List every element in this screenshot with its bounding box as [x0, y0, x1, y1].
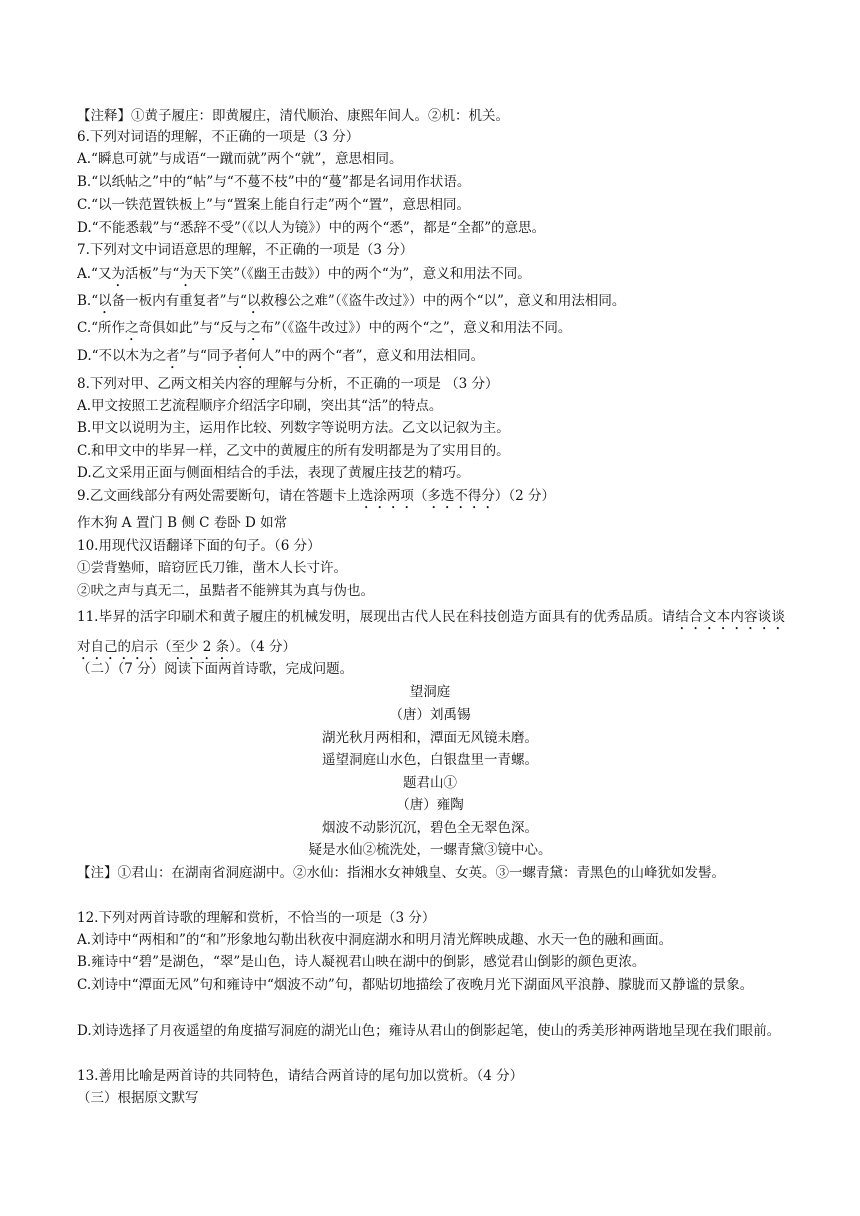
question-10-stem: 10.用现代汉语翻译下面的句子。（6 分）: [77, 538, 321, 554]
emphasized-text: 结合文本内容谈谈对自己的启示: [77, 609, 786, 655]
section-2-heading: （二）（7 分）阅读下面两首诗歌，完成问题。: [77, 661, 354, 677]
text: A.“又: [77, 266, 112, 282]
question-7-option-c: [77, 318, 797, 344]
poem-2-line-1: 烟波不动影沉沉，碧色全无翠色深。: [322, 820, 538, 836]
text: B.“: [77, 293, 99, 309]
text: 救穆公之难”（《盗牛改过》）中的两个“以”，意义和用法相同。: [260, 293, 626, 309]
text: （: [158, 639, 172, 655]
question-9-options: 作木狗 A 置门 B 侧 C 卷卧 D 如常: [77, 515, 288, 531]
emphasized-char: 之: [246, 320, 261, 336]
question-12-stem: 12.下列对两首诗歌的理解和赏析，不恰当的一项是（3 分）: [77, 910, 436, 926]
question-9-stem: [77, 486, 797, 512]
text: 何人”中的两个“者”，意义和用法相同。: [247, 348, 485, 364]
question-8-option-d: D.乙文采用正面与侧面相结合的手法，表现了黄履庄技艺的精巧。: [77, 465, 470, 481]
emphasized-text: 至少 2 条: [171, 639, 230, 655]
emphasized-char: 以: [246, 293, 261, 309]
question-6-stem: 6.下列对词语的理解，不正确的一项是（3 分）: [77, 129, 360, 145]
poem-2-line-2: 疑是水仙②梳洗处，一螺青黛③镜中心。: [308, 842, 552, 858]
poem-annotation: 【注】①君山：在湖南省洞庭湖中。②水仙：指湘水女神娥皇、女英。③一螺青黛：青黑色的山峰犹如发髻。: [77, 865, 725, 881]
text: D.“不以木为之: [77, 348, 167, 364]
poem-2-title: 题君山①: [403, 775, 457, 791]
text: 奇俱如此”与“反与: [138, 320, 247, 336]
question-12-option-b: B.雍诗中“碧”是湖色，“翠”是山色，诗人凝视君山映在湖中的倒影，感觉君山倒影的颜色更浓。: [77, 954, 646, 970]
question-6-option-d: D.“不能悉载”与“悉辞不受”（《以人为镜》）中的两个“悉”，都是“全都”的意思。: [77, 220, 546, 236]
text: ）（2 分）: [494, 488, 556, 504]
question-6-option-c: C.“以一铁范置铁板上”与“置案上能自行走”两个“置”，意思相同。: [77, 197, 471, 213]
question-7-option-b: [77, 291, 797, 317]
question-7-option-a: [77, 264, 797, 290]
question-7-option-d: [77, 346, 797, 372]
question-8-option-c: C.和甲文中的毕昇一样，乙文中的黄履庄的所有发明都是为了实用目的。: [77, 443, 510, 459]
emphasized-text: 多选不得分: [427, 488, 495, 504]
section-3-heading: （三）根据原文默写: [77, 1090, 199, 1106]
question-6-option-a: A.“瞬息可就”与成语“一蹴而就”两个“就”，意思相同。: [77, 151, 403, 167]
poem-1-title: 望洞庭: [409, 684, 451, 700]
question-13: 13.善用比喻是两首诗的共同特色，请结合两首诗的尾句加以赏析。（4 分）: [77, 1068, 524, 1084]
text: 11.毕昇的活字印刷术和黄子履庄的机械发明，展现出古代人民在科技创造方面具有的优秀品质。请: [77, 609, 676, 625]
question-11: [77, 603, 785, 663]
question-12-option-a: A.刘诗中“两相和”的“和”形象地勾勒出秋夜中洞庭湖水和明月清光辉映成趣、水天一色的融和画面。: [77, 932, 673, 948]
question-7-stem: 7.下列对文中词语意思的理解，不正确的一项是（3 分）: [77, 242, 414, 258]
poem-2-author: （唐）雍陶: [396, 797, 464, 813]
emphasized-char: 者: [166, 348, 180, 364]
text: 9.乙文画线部分有两处需要断句，请在答题卡上: [77, 488, 360, 504]
emphasized-char: 者: [233, 348, 248, 364]
poem-1-author: （唐）刘禹锡: [389, 707, 471, 723]
question-6-option-b: B.“以纸帖之”中的“帖”与“不蔓不枝”中的“蔓”都是名词用作状语。: [77, 174, 471, 190]
emphasized-char: 之: [125, 320, 139, 336]
emphasized-char: 为: [179, 266, 193, 282]
question-12-option-c: C.刘诗中“潭面无风”句和雍诗中“烟波不动”句，都贴切地描绘了夜晚月光下湖面风平浪静、朦胧而又静谧的景象。: [77, 977, 754, 993]
poem-1-line-2: 遥望洞庭山水色，白银盘里一青螺。: [322, 752, 538, 768]
text: （: [413, 488, 428, 504]
text: 布”（《盗牛改过》）中的两个“之”，意义和用法不同。: [260, 320, 572, 336]
question-12-option-d: D.刘诗选择了月夜遥望的角度描写洞庭的湖光山色；雍诗从君山的倒影起笔，使山的秀美形神两谐地呈现在我们眼前。: [77, 1023, 781, 1039]
text: 天下笑”（《幽王击鼓》）中的两个“为”，意义和用法不同。: [192, 266, 531, 282]
question-10-sentence-2: ②吠之声与真无二，虽黠者不能辨其为真与伪也。: [77, 583, 374, 599]
question-8-option-b: B.甲文以说明为主，运用作比较、列数字等说明方法。乙文以记叙为主。: [77, 420, 510, 436]
question-8-option-a: A.甲文按照工艺流程顺序介绍活字印刷，突出其“活”的特点。: [77, 398, 443, 414]
question-8-stem: 8.下列对甲、乙两文相关内容的理解与分析，不正确的一项是 （3 分）: [77, 376, 499, 392]
text: ”与“同予: [179, 348, 234, 364]
text: 活板”与“: [124, 266, 180, 282]
text: 备一板内有重复者”与“: [111, 293, 247, 309]
emphasized-char: 以: [98, 293, 112, 309]
emphasized-text: 选涂两项: [359, 488, 414, 504]
question-10-sentence-1: ①尝背塾师，暗窃匠氏刀锥，凿木人长寸许。: [77, 560, 347, 576]
text: C.“所作: [77, 320, 126, 336]
text: ）。（4 分）: [229, 639, 297, 655]
poem-1-line-1: 湖光秋月两相和，潭面无风镜未磨。: [322, 730, 538, 746]
annotation-note: 【注释】①黄子履庄：即黄履庄，清代顺治、康熙年间人。②机：机关。: [77, 108, 509, 124]
emphasized-char: 为: [111, 266, 125, 282]
